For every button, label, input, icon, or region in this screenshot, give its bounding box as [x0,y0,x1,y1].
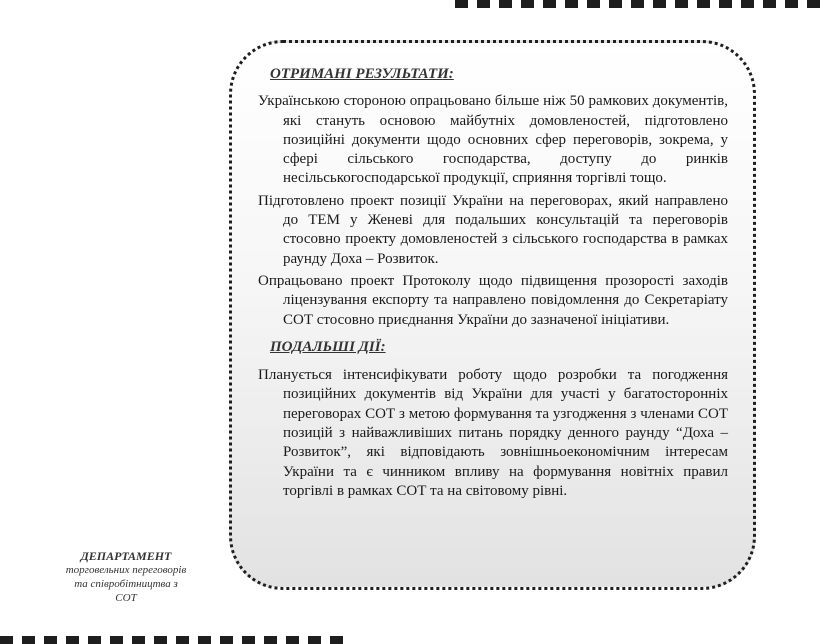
top-dashed-border [455,0,826,8]
department-name: ДЕПАРТАМЕНТ [80,549,172,563]
department-caption [42,549,210,605]
results-paragraph: Підготовлено проект позиції України на переговорах, який направлено до ТЕМ у Женеві для подальших консультацій та переговорів стосовно проекту домовленостей з сільського господарства в рамках раунду Доха – Розвиток. [258,192,728,267]
department-line: торговельних переговорів [65,564,187,576]
results-paragraph: Опрацьовано проект Протоколу щодо підвищення прозорості заходів ліцензування експорту та направлено повідомлення до Секретаріату СОТ стосовно приєднання України до зазначеної ініціативи. [258,272,728,328]
results-heading: ОТРИМАНІ РЕЗУЛЬТАТИ: [270,66,454,82]
department-line: та співробітництва з [74,578,178,590]
bottom-dashed-border [0,636,350,644]
results-paragraph: Українською стороною опрацьовано більше ніж 50 рамкових документів, які стануть основою майбутніх домовленостей, підготовлено позиційні документи щодо основних сфер переговорів, зокрема, у сфері сільського господарства, доступу до ринків несільськогосподарської продукції, сприяння торгівлі тощо. [258,93,728,187]
department-line: СОТ [115,592,137,604]
panel-content [258,65,728,501]
next-steps-paragraph: Планується інтенсифікувати роботу щодо розробки та погодження позиційних документів від України для участі у багатосторонніх переговорах СОТ з метою формування та узгодження з членами СОТ позицій з найважливіших питань порядку денного раунду “Доха – Розвиток”, які відповідають зовнішньоекономічним інтересам України та є чинником впливу на формування новітніх правил торгівлі в рамках СОТ та на світовому рівні. [258,367,728,499]
next-steps-heading: ПОДАЛЬШІ ДІЇ: [270,338,386,355]
